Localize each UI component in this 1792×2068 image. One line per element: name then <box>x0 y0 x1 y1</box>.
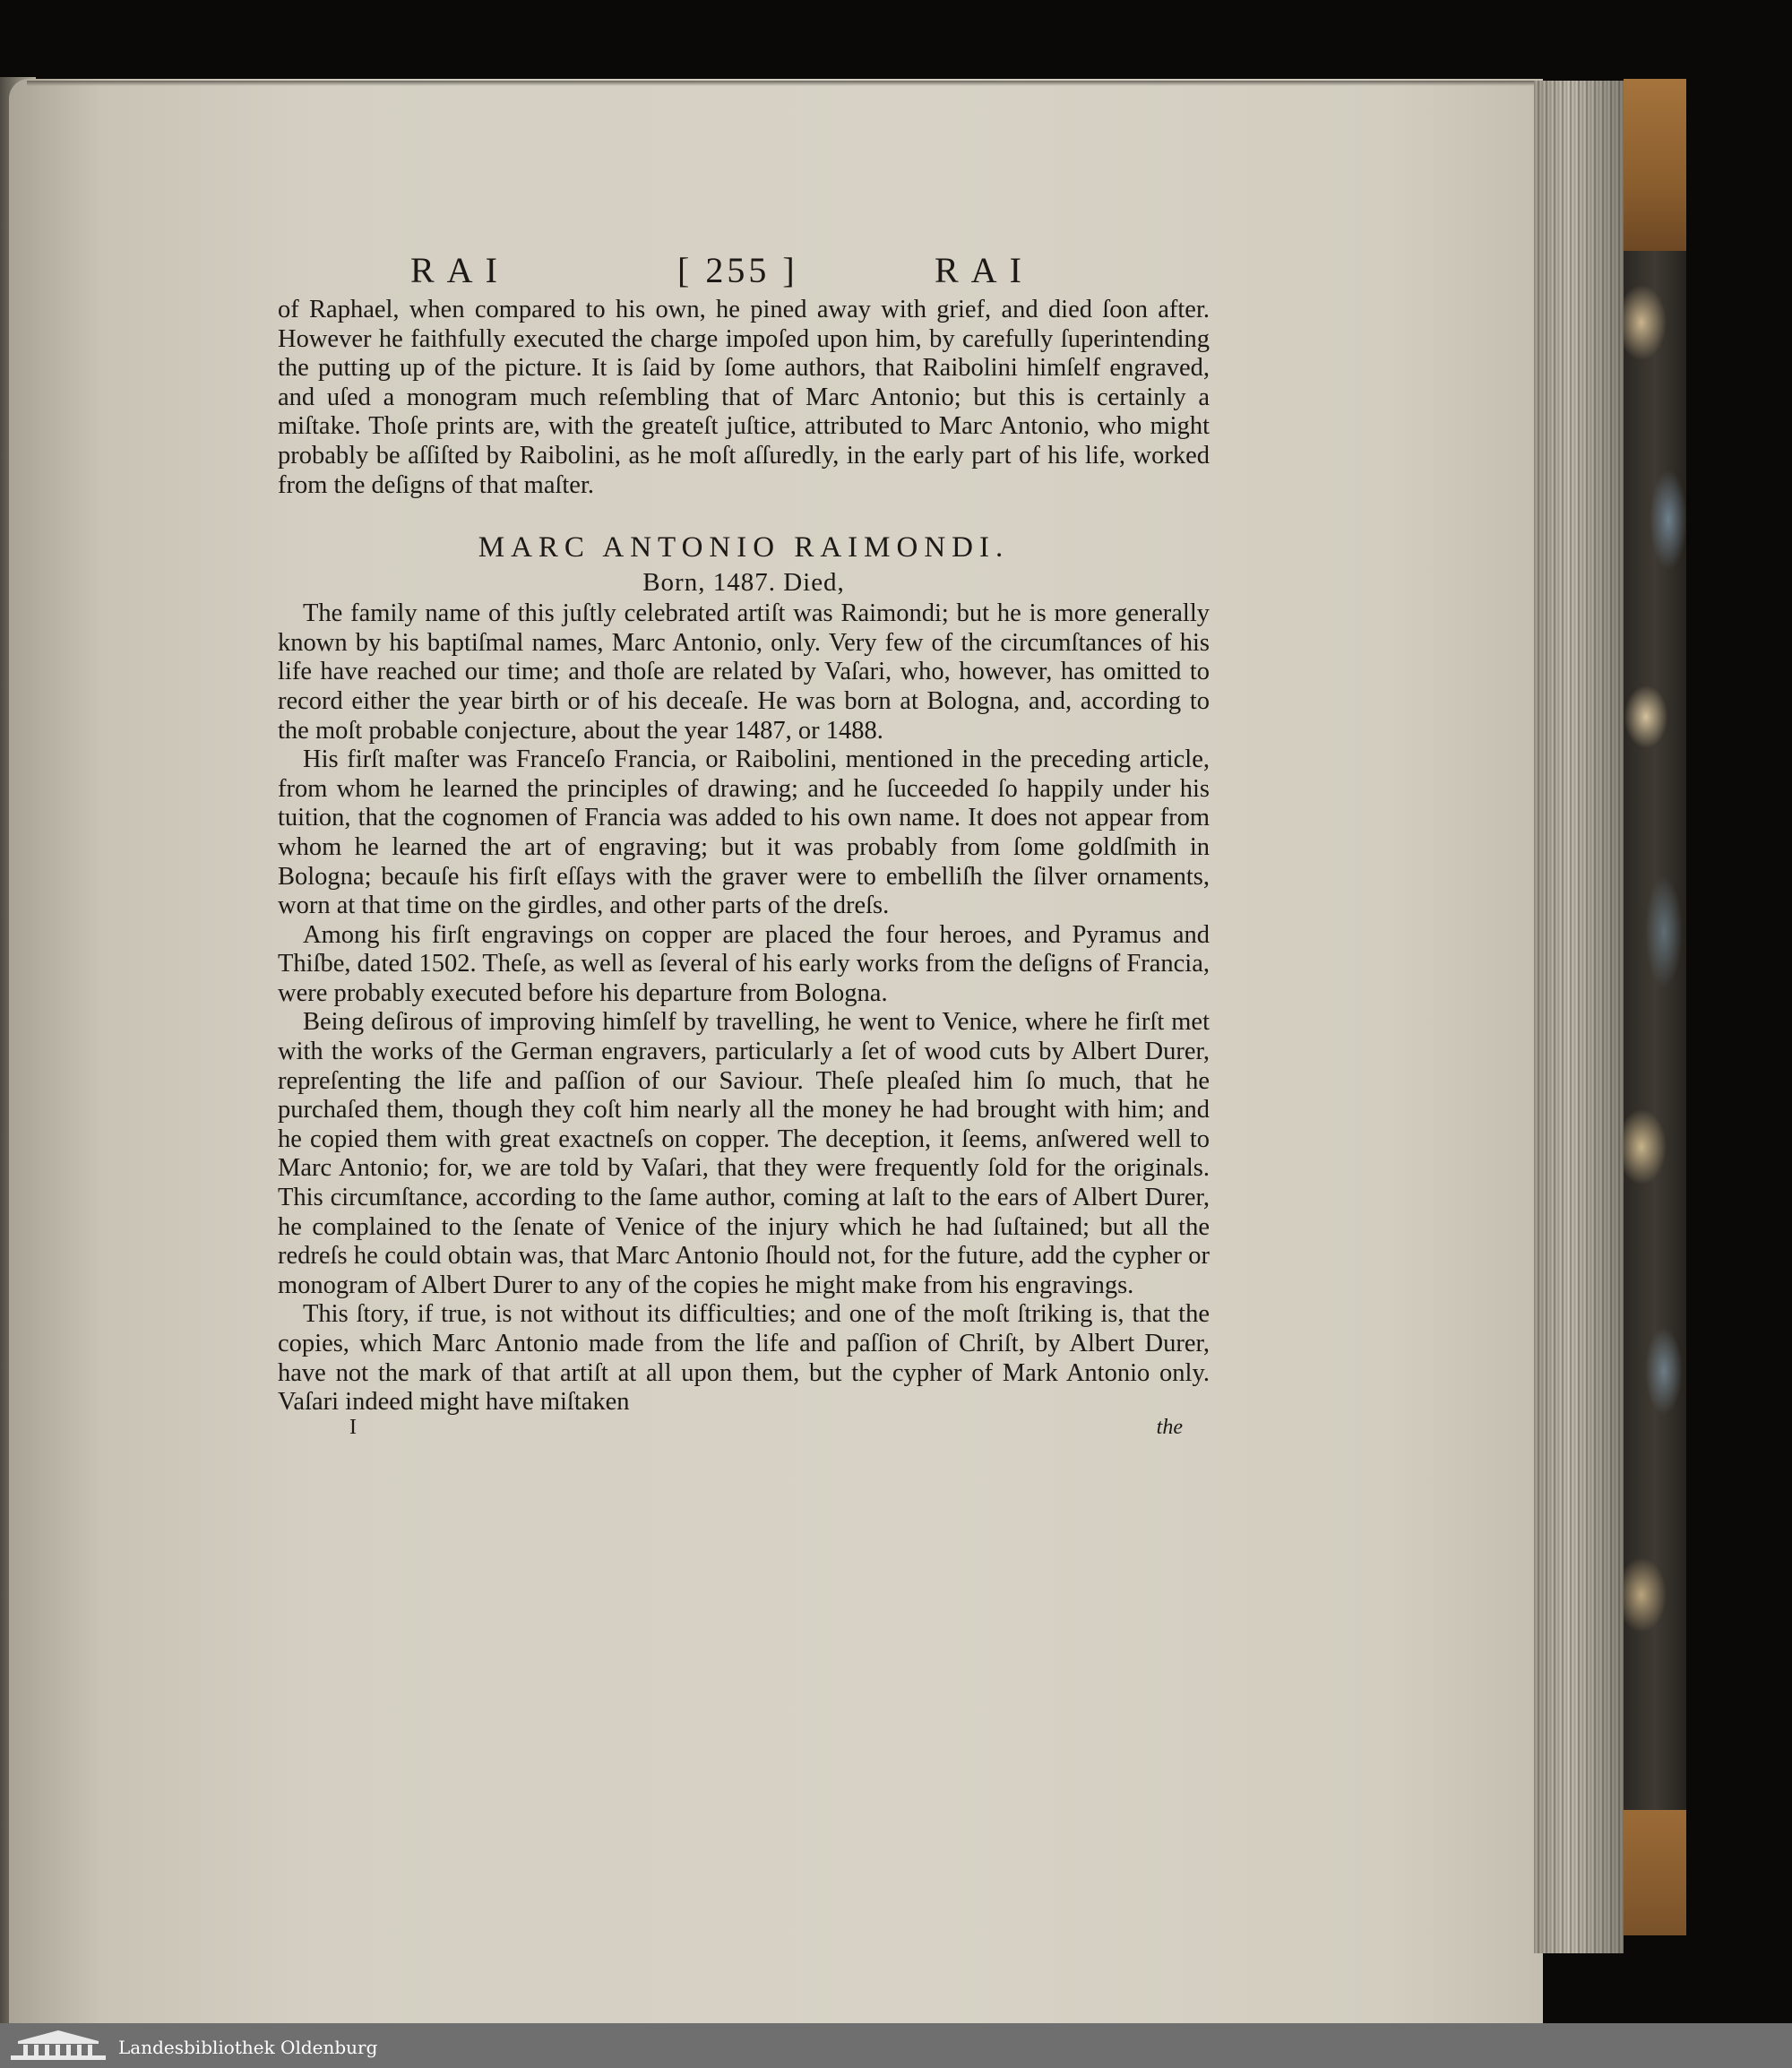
paragraph: Being deſirous of improving himſelf by travelling, he went to Venice, where he firſt met with the works of the German engravers, particularly a ſet of wood cuts by Albert Durer, repreſenting the life and paſſion of our Saviour. Theſe pleaſed him ſo much, that he purchaſed them, though they coſt him nearly all the money he had brought with him; and he copied them with great exactneſs on copper. The deception, it ſeems, anſwered well to Marc Antonio; for, we are told by Vaſari, that they were frequently ſold for the originals. This circumſtance, according to the ſame author, coming at laſt to the ears of Albert Durer, he complained to the ſenate of Venice of the injury which he had ſuſtained; but all the redreſs he could obtain was, that Marc Antonio ſhould not, for the future, add the cypher or monogram of Albert Durer to any of the copies he might make from his engravings. <box>278 1008 1210 1299</box>
running-header <box>278 249 1210 296</box>
signature-mark: I <box>349 1415 357 1439</box>
header-right: RAI <box>935 250 1034 290</box>
page-edges-shade <box>1534 81 1624 1953</box>
header-left: RAI <box>410 250 510 290</box>
page-number: [ 255 ] <box>677 250 798 290</box>
section-title: MARC ANTONIO RAIMONDI. <box>478 531 1010 564</box>
paragraph-continued: of Raphael, when compared to his own, he pined away with grief, and died ſoon after. However he faithfully executed the charge impoſed upon him, by carefully ſuperintending the putting up of the picture. It is ſaid by ſome authors, that Raibolini himſelf engraved, and uſed a monogram much reſembling that of Marc Antonio; but this is certainly a miſtake. Thoſe prints are, with the greateſt juſtice, attributed to Marc Antonio, who might probably be aſſiſted by Raibolini, as he moſt aſſuredly, in the early part of his life, worked from the deſigns of that maſter. <box>278 296 1210 499</box>
paragraph: This ſtory, if true, is not without its difficulties; and one of the moſt ſtriking is, that the copies, which Marc Antonio made from the life and paſſion of Chriſt, by Albert Durer, have not the mark of that artiſt at all upon them, but the cypher of Mark Antonio only. Vaſari indeed might have miſtaken <box>278 1300 1210 1417</box>
footer-bar <box>0 2023 1792 2068</box>
page-text-block <box>278 249 1210 1446</box>
page-top-edge <box>27 81 1550 86</box>
footer-label: Landesbibliothek Oldenburg <box>118 2037 378 2058</box>
leather-cover-bottom <box>1624 1810 1686 1935</box>
signature-line <box>278 1417 1210 1446</box>
paragraph: The family name of this juſtly celebrated artiſt was Raimondi; but he is more generally known by his baptiſmal names, Marc Antonio, only. Very few of the circumſtances of his life have reached our time; and thoſe are related by Vaſari, who, however, has omitted to record either the year birth or of his deceaſe. He was born at Bologna, and, according to the moſt probable conjecture, about the year 1487, or 1488. <box>278 599 1210 745</box>
paragraph: His firſt maſter was Franceſo Francia, or Raibolini, mentioned in the preceding article, from whom he learned the principles of drawing; and he ſucceeded ſo happily under his tuition, that the cognomen of Francia was added to his own name. It does not appear from whom he learned the art of engraving; but it was probably from ſome goldſmith in Bologna; becauſe his firſt eſſays with the graver were to embelliſh the ſilver ornaments, worn at that time on the girdles, and other parts of the dreſs. <box>278 745 1210 920</box>
library-building-icon <box>9 2029 108 2063</box>
marbled-cover <box>1624 251 1686 1810</box>
catchword: the <box>1156 1415 1183 1439</box>
paragraph: Among his firſt engravings on copper are placed the four heroes, and Pyramus and Thiſbe, dated 1502. Theſe, as well as ſeveral of his early works from the deſigns of Francia, were probably executed before his departure from Bologna. <box>278 920 1210 1007</box>
leather-cover-top <box>1624 79 1686 251</box>
section-subtitle: Born, 1487. Died, <box>642 568 845 598</box>
